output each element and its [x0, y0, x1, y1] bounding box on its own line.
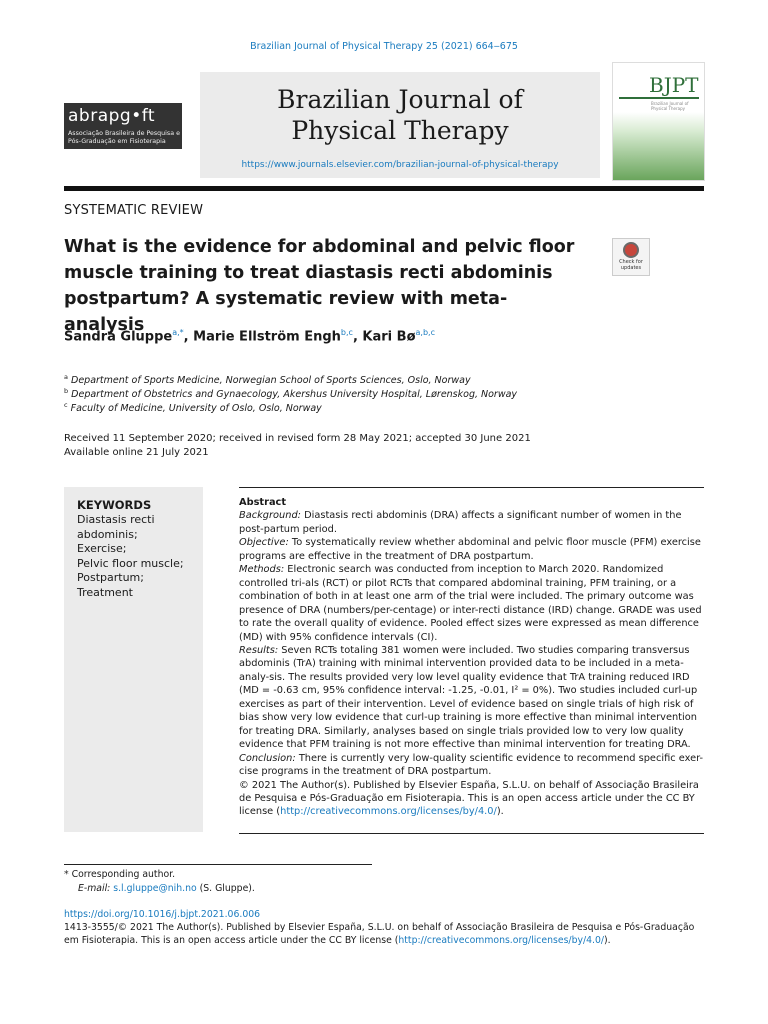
abstract-methods: Methods: Electronic search was conducted from inception to March 2020. Randomized controlled tri-als (RCT) or pilot RCTs that compared abdominal training, PFM training, or a combination of both in at least one arm of the trial were included. The primary outcome was presence of DRA (numbers/per-centage) or inter-recti distance (IRD) change. GRADE was used to rate the overall quality of evidence. Pooled effect sizes were expressed as mean difference (MD) with 95% confidence intervals (CI). [239, 564, 702, 643]
keywords-heading: KEYWORDS [77, 498, 152, 512]
author-affiliation-ref[interactable]: a,b,c [415, 328, 435, 337]
header-divider [64, 186, 704, 191]
author-name[interactable]: Sandra Gluppe [64, 329, 173, 345]
abstract-background: Background: Diastasis recti abdominis (DRA) affects a significant number of women in the post-partum period. [239, 510, 682, 535]
footnote-rule [64, 864, 372, 865]
email-link[interactable]: s.l.gluppe@nih.no [113, 883, 197, 894]
abstract-bottom-rule [239, 833, 704, 834]
keyword-item: Diastasis recti abdominis; [77, 513, 155, 541]
article-type: SYSTEMATIC REVIEW [64, 203, 204, 218]
abstract [239, 496, 704, 819]
online-date: Available online 21 July 2021 [64, 447, 209, 458]
journal-cover-thumbnail: BJPT Brazilian Journal of Physical Therapy [612, 62, 705, 181]
abstract-results: Results: Seven RCTs totaling 381 women were included. Two studies comparing transversus abdominis (TrA) training with minimal intervention provided data to be included in a meta-analy-sis. The results provided very low level quality evidence that TrA training reduced IRD (MD = -0.63 cm, 95% confidence interval: -1.25, -0.01, I² = 0%). Two studies included curl-up exercises as part of their intervention. Level of evidence based on single trials of high risk of bias show very low evidence that curl-up training is more effective than minimal intervention for treating DRA. Similarly, analyses based on single trials provided low to very low quality evidence that PFM training is not more effective than minimal intervention for treating DRA. [239, 644, 698, 751]
abstract-heading: Abstract [239, 497, 287, 508]
received-dates: Received 11 September 2020; received in revised form 28 May 2021; accepted 30 June 2021 [64, 433, 531, 444]
abstract-copyright: © 2021 The Author(s). Published by Elsevier España, S.L.U. on behalf of Associação Brasileira de Pesquisa e Pós-Graduação em Fisioterapia. This is an open access article under the CC BY license (http://creativecommons.org/licenses/by/4.0/). [239, 779, 699, 818]
keyword-item: Exercise; [77, 542, 127, 555]
journal-url-link[interactable]: https://www.journals.elsevier.com/brazilian-journal-of-physical-therapy [241, 160, 559, 170]
keyword-item: Treatment [77, 585, 133, 599]
doi-link[interactable]: https://doi.org/10.1016/j.bjpt.2021.06.006 [64, 909, 261, 920]
corresponding-email: E-mail: s.l.gluppe@nih.no (S. Gluppe). [78, 883, 255, 894]
journal-citation[interactable]: Brazilian Journal of Physical Therapy 25 (2021) 664‒675 [250, 41, 518, 52]
corresponding-author-note: * Corresponding author. [64, 869, 176, 880]
author-affiliation-ref[interactable]: b,c [340, 328, 353, 337]
keywords-box [64, 487, 203, 832]
bottom-license-link[interactable]: http://creativecommons.org/licenses/by/4.0/ [398, 935, 605, 946]
article-title: What is the evidence for abdominal and pelvic floor muscle training to treat diastasis recti abdominis postpartum? A systematic review with meta-analysis [64, 237, 575, 335]
author-name[interactable]: Marie Ellström Engh [193, 329, 341, 345]
check-updates-icon [623, 242, 639, 258]
logo-subtitle: Associação Brasileira de Pesquisa e Pós-Graduação em Fisioterapia [68, 130, 180, 145]
affiliation-a: $^a$ Department of Sports Medicine, Norwegian School of Sports Sciences, Oslo, Norway [64, 373, 471, 387]
license-link[interactable]: http://creativecommons.org/licenses/by/4.0/ [280, 806, 497, 818]
abstract-conclusion: Conclusion: There is currently very low-quality scientific evidence to recommend specific exer-cise programs in the treatment of DRA postpartum. [239, 752, 704, 778]
abrapg-ft-logo [64, 103, 182, 149]
keyword-item: Postpartum; [77, 571, 144, 584]
issn-copyright: 1413-3555/© 2021 The Author(s). Published by Elsevier España, S.L.U. on behalf of Associação Brasileira de Pesquisa e Pós-Graduação em Fisioterapia. This is an open access article under the CC BY license (http://creativecommons.org/licenses/by/4.0/). [64, 922, 695, 946]
affiliation-b: $^b$ Department of Obstetrics and Gynaecology, Akershus University Hospital, Lørenskog, Norway [64, 387, 518, 401]
cover-abbreviation: BJPT [649, 73, 699, 97]
abstract-top-rule [239, 487, 704, 488]
affiliation-c: $^c$ Faculty of Medicine, University of Oslo, Oslo, Norway [64, 401, 322, 415]
check-for-updates-button[interactable]: Check for updates [612, 238, 650, 276]
author-list: Sandra Gluppe$^{a,*}$, Marie Ellström Engh$^{b,c}$, Kari Bø$^{a,b,c}$ [64, 328, 435, 345]
journal-title: Brazilian Journal of Physical Therapy [277, 85, 523, 145]
keyword-item: Pelvic floor muscle; [77, 556, 184, 570]
journal-masthead [200, 72, 600, 178]
keywords-list [77, 513, 197, 600]
abstract-objective: Objective: To systematically review whether abdominal and pelvic floor muscle (PFM) exercise programs are effective in the treatment of DRA postpartum. [239, 537, 701, 562]
author-affiliation-ref[interactable]: a,* [172, 328, 184, 337]
logo-brand-text: abrapg•ft [68, 106, 156, 126]
author-name[interactable]: Kari Bø [362, 329, 416, 345]
